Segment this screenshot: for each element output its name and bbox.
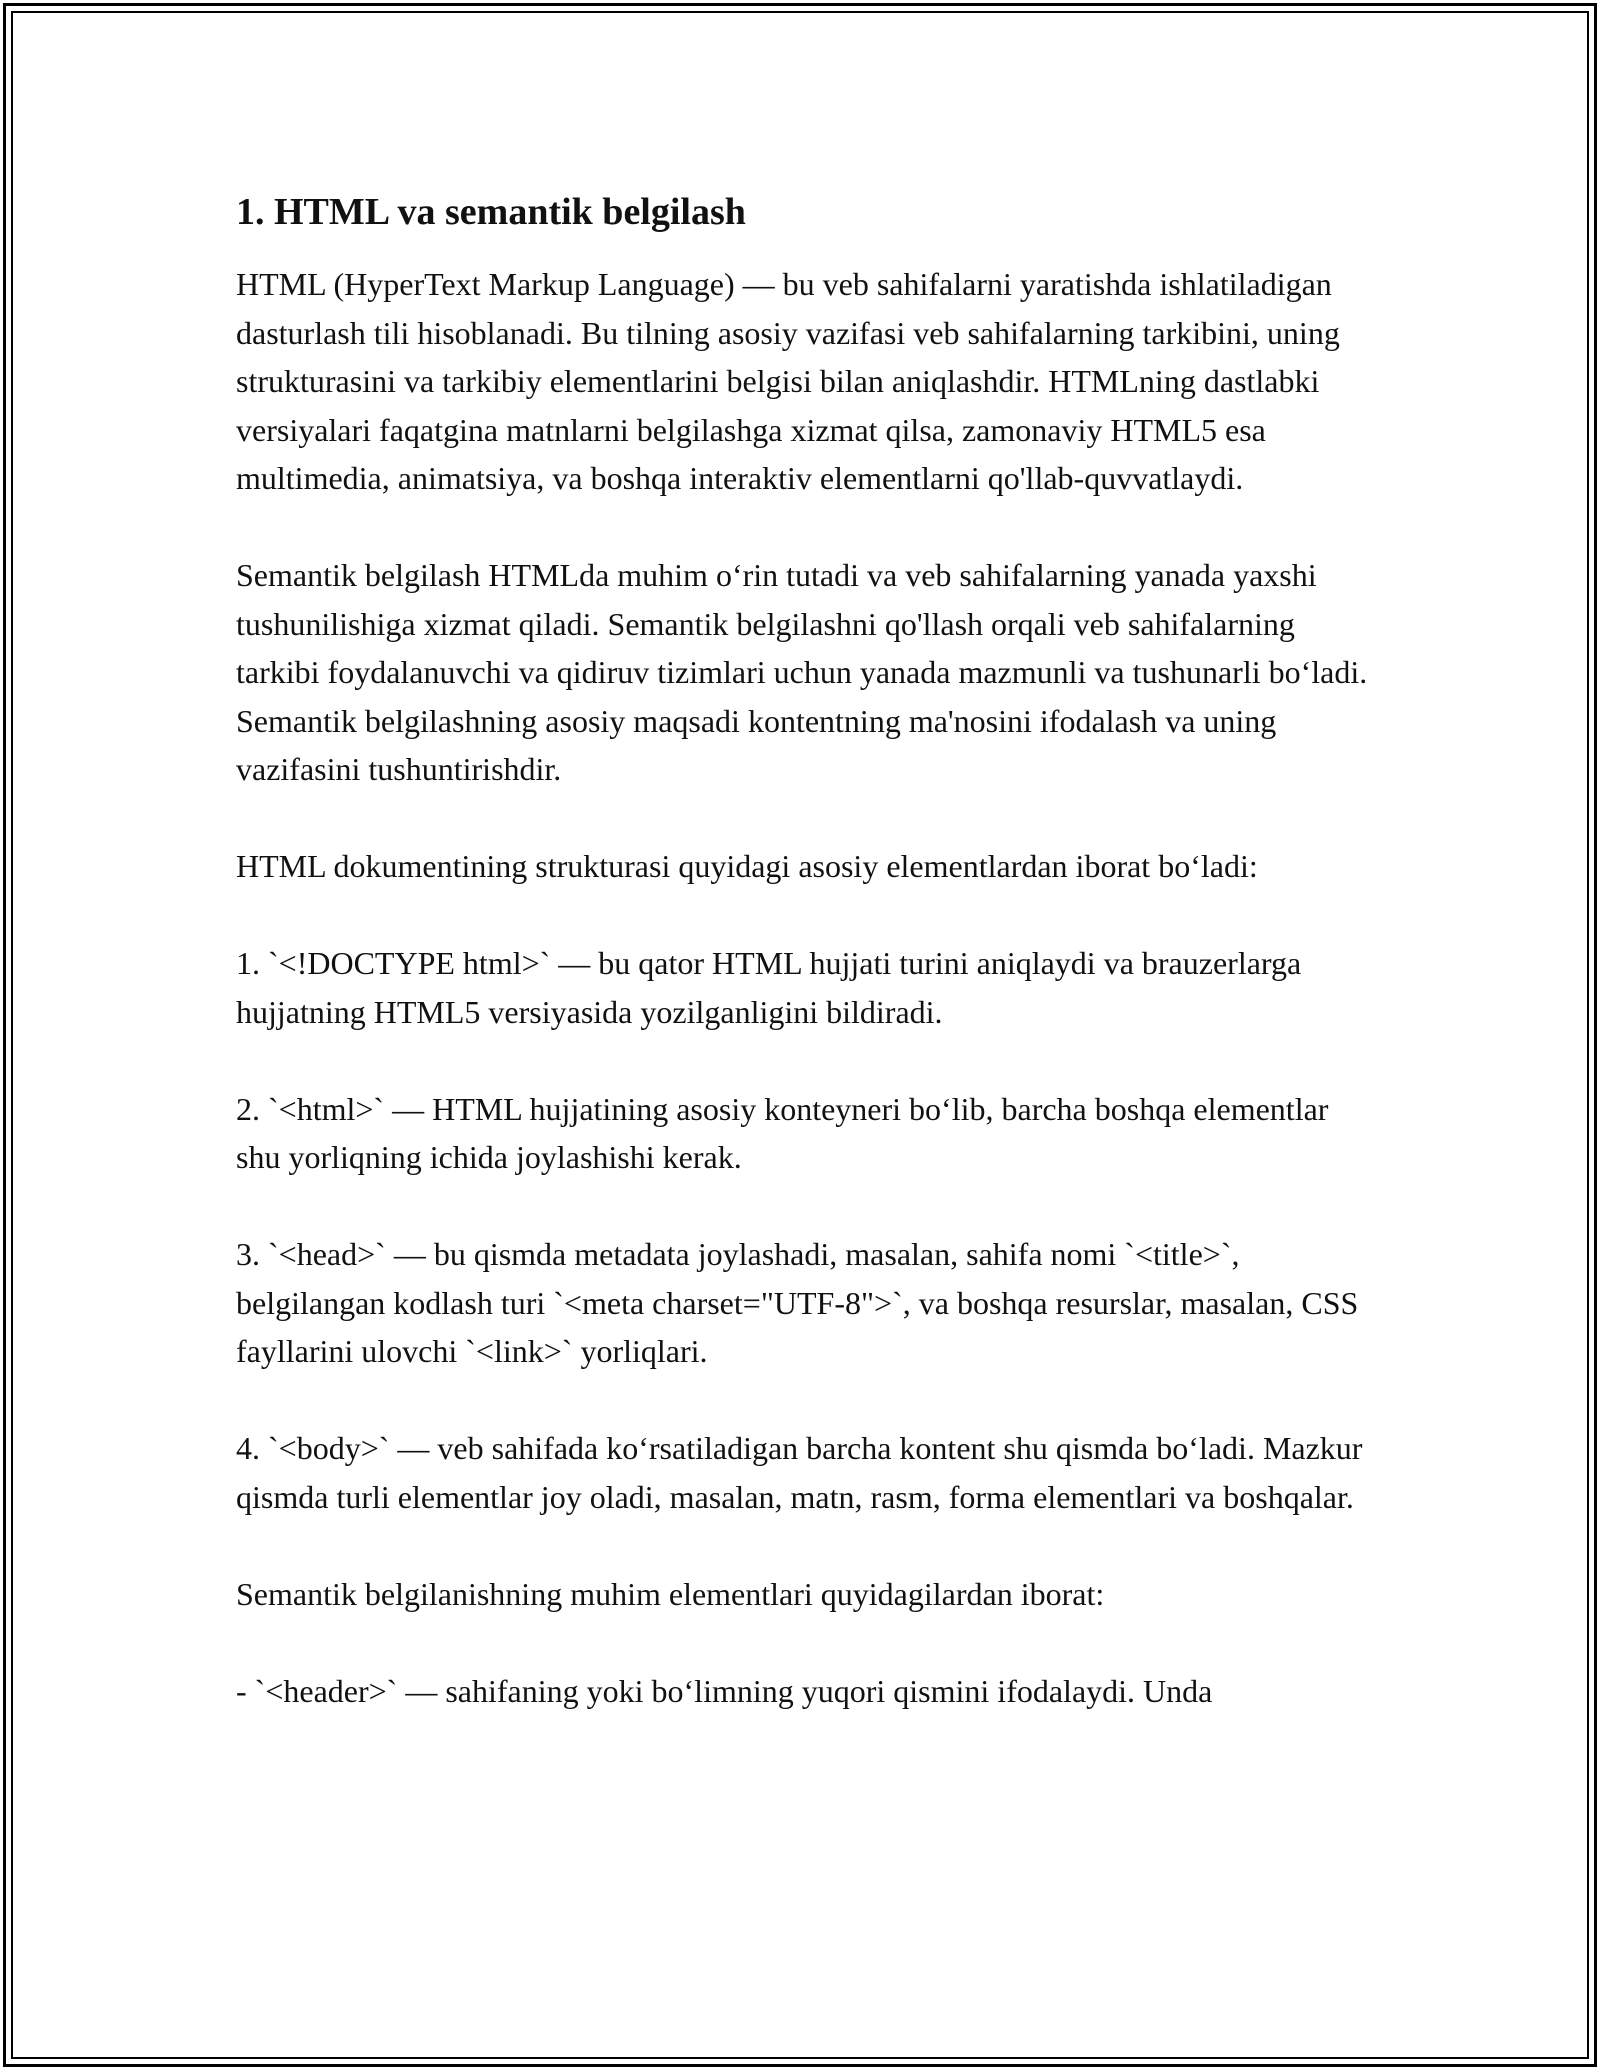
paragraph-semantic-elements: Semantik belgilanishning muhim elementlari quyidagilardan iborat: — [236, 1575, 1105, 1612]
section-heading: 1. HTML va semantik belgilash — [236, 191, 746, 233]
list-item-header: - `<header>` — sahifaning yoki boʻlimning yuqori qismini ifodalaydi. Unda — [236, 1672, 1213, 1709]
document-body — [236, 186, 1376, 1764]
paragraph-html-intro: HTML (HyperText Markup Language) — bu veb sahifalarni yaratishda ishlatiladigan dasturlash tili hisoblanadi. Bu tilning asosiy vazifasi veb sahifalarning tarkibini, uning strukturasini va tarkibiy elementlarini belgisi bilan aniqlashdir. HTMLning dastlabki versiyalari faqatgina matnlarni belgilashga xizmat qilsa, zamonaviy HTML5 esa multimedia, animatsiya, va boshqa interaktiv elementlarni qo'llab-quvvatlaydi. — [236, 266, 1340, 496]
paragraph-structure-intro: HTML dokumentining strukturasi quyidagi asosiy elementlardan iborat boʻladi: — [236, 848, 1258, 884]
list-item-head: 3. `<head>` — bu qismda metadata joylashadi, masalan, sahifa nomi `<title>`, belgilangan kodlash turi `<meta charset="UTF-8">`, va boshqa resurslar, masalan, CSS fayllarini ulovchi `<link>` yorliqlari. — [236, 1236, 1359, 1369]
list-item-html: 2. `<html>` — HTML hujjatining asosiy konteyneri boʻlib, barcha boshqa elementlar shu yorliqning ichida joylashishi kerak. — [236, 1090, 1329, 1175]
list-item-doctype: 1. `<!DOCTYPE html>` — bu qator HTML hujjati turini aniqlaydi va brauzerlarga hujjatning HTML5 versiyasida yozilganligini bildiradi. — [236, 945, 1302, 1030]
paragraph-semantic-intro: Semantik belgilash HTMLda muhim oʻrin tutadi va veb sahifalarning yanada yaxshi tushunilishiga xizmat qiladi. Semantik belgilashni qo'llash orqali veb sahifalarning tarkibi foydalanuvchi va qidiruv tizimlari uchun yanada mazmunli va tushunarli boʻladi. Semantik belgilashning asosiy maqsadi kontentning ma'nosini ifodalash va uning vazifasini tushuntirishdir. — [236, 557, 1368, 787]
list-item-body: 4. `<body>` — veb sahifada koʻrsatiladigan barcha kontent shu qismda boʻladi. Mazkur qismda turli elementlar joy oladi, masalan, matn, rasm, forma elementlari va boshqalar. — [236, 1430, 1363, 1515]
